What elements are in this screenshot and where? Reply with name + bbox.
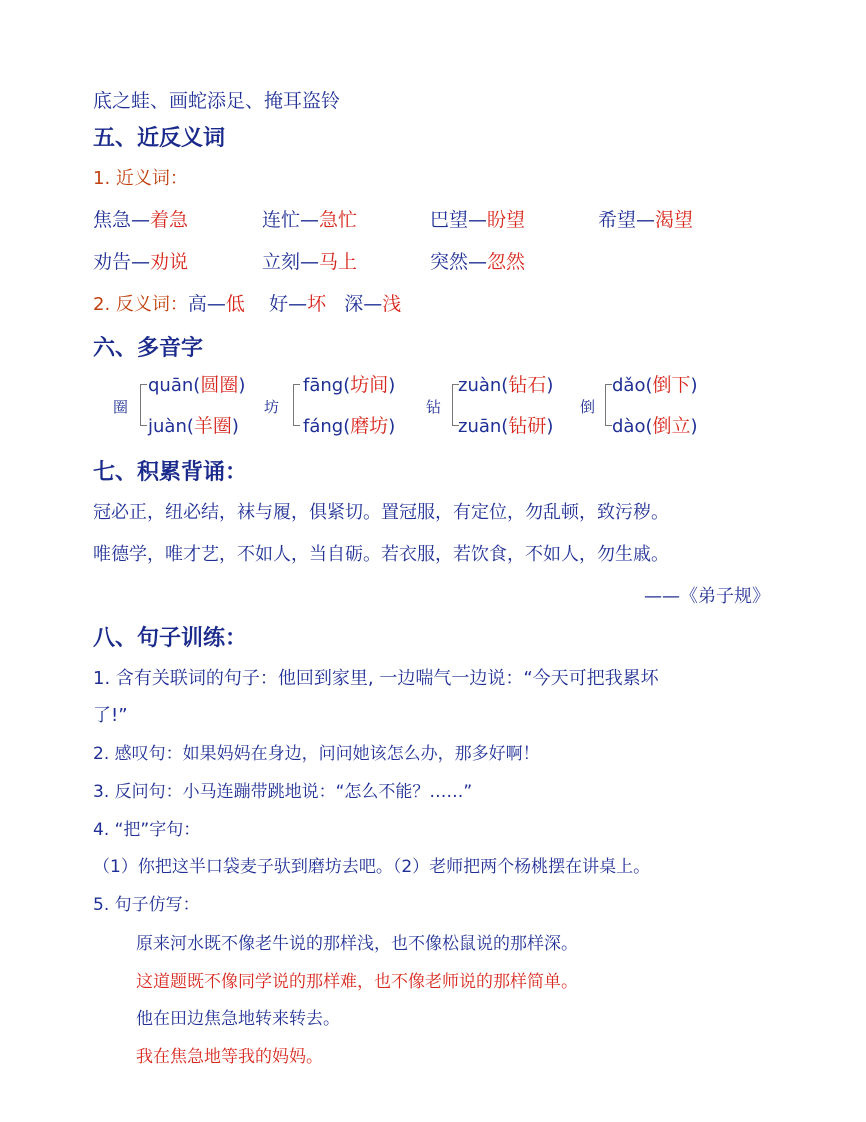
reading-row: juàn(羊圈)	[148, 415, 239, 437]
section-7-heading: 七、积累背诵：	[93, 460, 248, 485]
imitation-example-2: 他在田边焦急地转来转去。	[136, 1009, 340, 1029]
imitation-example-1: 原来河水既不像老牛说的那样浅，也不像松鼠说的那样深。	[136, 934, 578, 954]
section-6-heading: 六、多音字	[93, 336, 204, 361]
reading-row: zuān(钻研)	[458, 415, 554, 437]
synonym-pair: 立刻—马上	[262, 251, 358, 273]
top-idioms-line: 底之蛙、画蛇添足、掩耳盗铃	[93, 90, 341, 112]
reading-row: dǎo(倒下)	[612, 374, 698, 396]
synonym-pair: 突然—忽然	[430, 251, 526, 273]
synonyms-title: 1. 近义词：	[93, 168, 188, 189]
sentence-item-5: 5. 句子仿写：	[93, 895, 200, 915]
synonym-pair: 巴望—盼望	[430, 209, 526, 231]
reading-row: zuàn(钻石)	[458, 374, 554, 396]
section-8-heading: 八、句子训练：	[93, 626, 248, 651]
imitation-answer-1: 这道题既不像同学说的那样难，也不像老师说的那样简单。	[136, 972, 578, 992]
sentence-item-3: 3. 反问句：小马连蹦带跳地说：“怎么不能？……”	[93, 782, 473, 802]
sentence-item-4: 4. “把”字句：	[93, 820, 201, 840]
sentence-item-1: 1. 含有关联词的句子：他回到家里, 一边喘气一边说：“今天可把我累坏	[93, 668, 659, 689]
reading-row: dào(倒立)	[612, 415, 698, 437]
sentence-item-2: 2. 感叹句：如果妈妈在身边，问问她该怎么办，那多好啊！	[93, 744, 540, 764]
brace	[605, 384, 612, 426]
synonym-pair: 焦急—着急	[93, 209, 189, 231]
synonym-pair: 劝告—劝说	[93, 251, 189, 273]
antonyms-line: 2. 反义词：高—低 好—坏 深—浅	[93, 293, 402, 315]
recitation-source: ——《弟子规》	[644, 586, 770, 607]
sentence-item-1-cont: 了!”	[93, 705, 128, 726]
synonym-pair: 希望—渴望	[598, 209, 694, 231]
recitation-line-2: 唯德学，唯才艺，不如人，当自砺。若衣服，若饮食，不如人，勿生戚。	[93, 544, 669, 565]
brace	[140, 384, 147, 426]
brace	[293, 384, 300, 426]
reading-row: quān(圆圈)	[148, 374, 246, 396]
polyphone-char: 倒	[580, 398, 596, 416]
reading-row: fáng(磨坊)	[303, 415, 396, 437]
section-5-heading: 五、近反义词	[93, 126, 226, 151]
antonyms-title: 2. 反义词：	[93, 294, 188, 315]
recitation-line-1: 冠必正，纽必结，袜与履，俱紧切。置冠服，有定位，勿乱顿，致污秽。	[93, 502, 669, 523]
polyphone-char: 坊	[264, 398, 280, 416]
polyphone-char: 钻	[426, 398, 442, 416]
polyphone-char: 圈	[113, 398, 129, 416]
ba-sentences: （1）你把这半口袋麦子驮到磨坊去吧。（2）老师把两个杨桃摆在讲桌上。	[93, 857, 651, 877]
reading-row: fāng(坊间)	[303, 374, 396, 396]
synonym-pair: 连忙—急忙	[262, 209, 358, 231]
imitation-answer-2: 我在焦急地等我的妈妈。	[136, 1047, 323, 1067]
